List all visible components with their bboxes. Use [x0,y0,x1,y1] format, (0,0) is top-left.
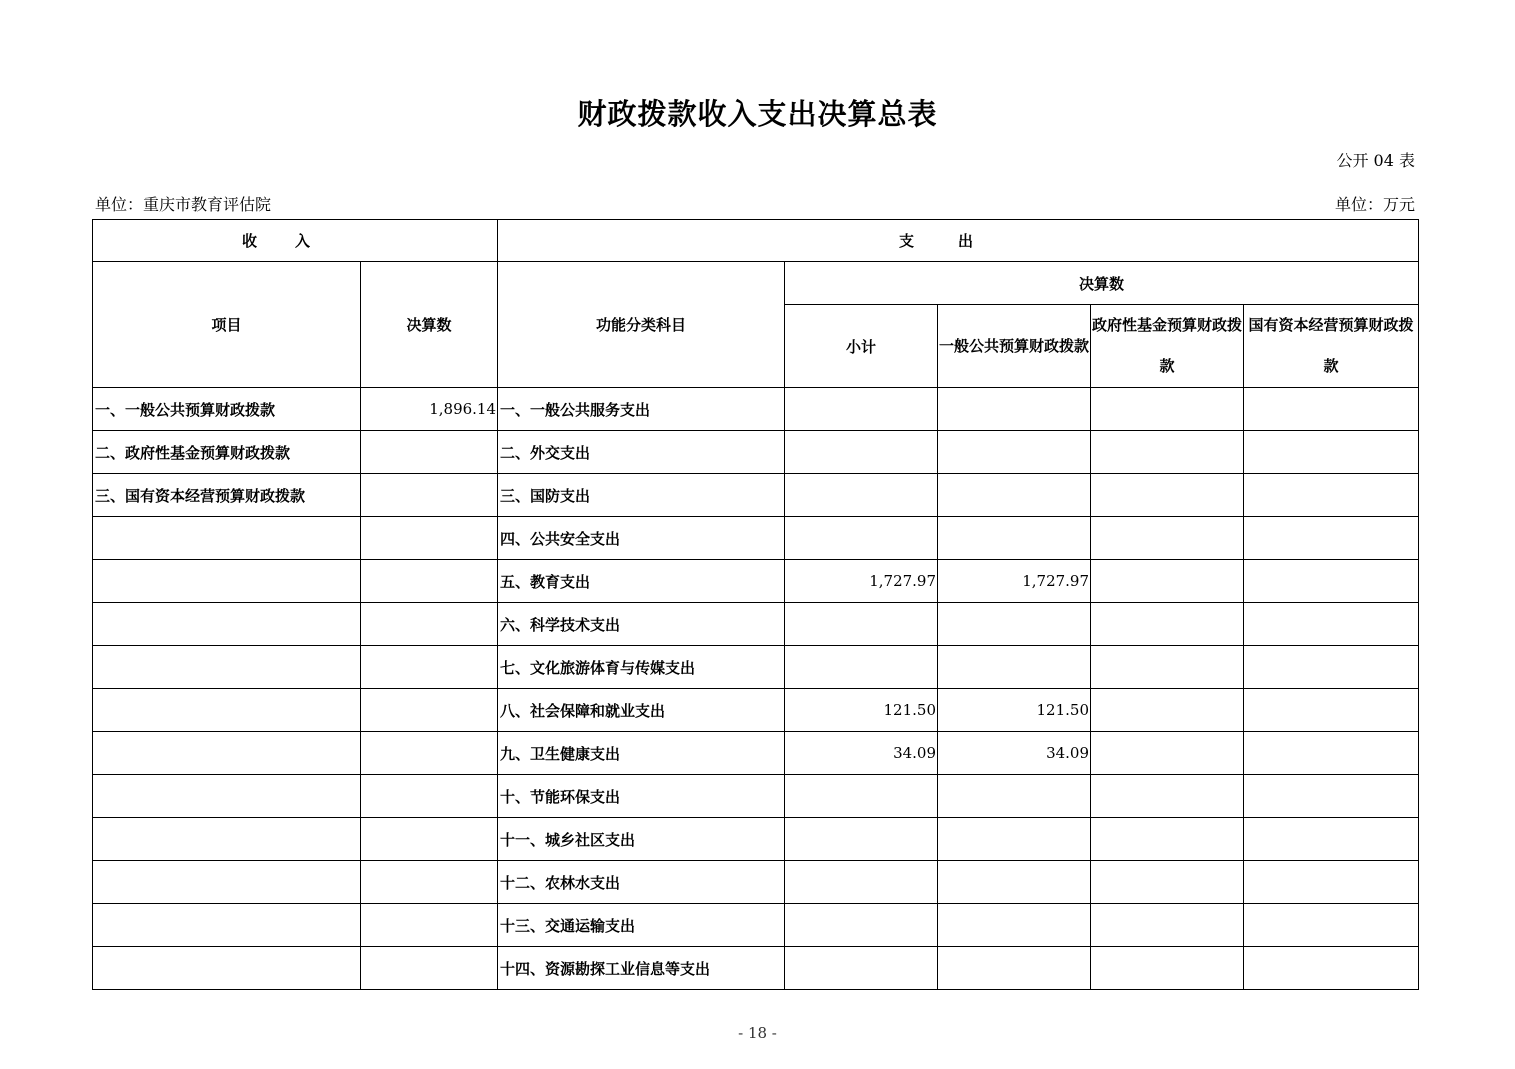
header-item: 项目 [93,262,361,388]
fund-cell [1091,861,1244,904]
state-cell [1244,517,1419,560]
table-row [93,388,1419,431]
state-cell [1244,947,1419,990]
category-cell: 十四、资源勘探工业信息等支出 [498,947,785,990]
income-item-cell [93,560,361,603]
category-cell: 五、教育支出 [498,560,785,603]
general-cell [938,646,1091,689]
income-item-cell [93,603,361,646]
table-row [93,474,1419,517]
state-cell [1244,560,1419,603]
state-cell [1244,775,1419,818]
table-row [93,775,1419,818]
table-row [93,818,1419,861]
table-row [93,732,1419,775]
state-cell [1244,818,1419,861]
income-item-cell [93,732,361,775]
fund-cell [1091,689,1244,732]
subtotal-cell [785,517,938,560]
page-title: 财政拨款收入支出决算总表 [577,97,938,131]
header-subtotal: 小计 [785,305,938,388]
table-row [93,861,1419,904]
fund-cell [1091,646,1244,689]
general-cell [938,947,1091,990]
header-fund: 政府性基金预算财政拨款 [1091,305,1244,388]
income-item-cell [93,689,361,732]
income-item-cell [93,861,361,904]
subtotal-cell: 121.50 [785,689,938,732]
header-state: 国有资本经营预算财政拨款 [1244,305,1419,388]
income-item-cell: 一、一般公共预算财政拨款 [93,388,361,431]
general-cell [938,388,1091,431]
category-cell: 九、卫生健康支出 [498,732,785,775]
category-cell: 二、外交支出 [498,431,785,474]
state-cell [1244,861,1419,904]
state-cell [1244,904,1419,947]
income-amount-cell [361,517,498,560]
general-cell: 34.09 [938,732,1091,775]
table-row [93,904,1419,947]
fund-cell [1091,904,1244,947]
state-cell [1244,646,1419,689]
income-amount-cell [361,474,498,517]
subtotal-cell: 34.09 [785,732,938,775]
income-amount-cell [361,431,498,474]
state-cell [1244,388,1419,431]
general-cell [938,517,1091,560]
category-cell: 十三、交通运输支出 [498,904,785,947]
fund-cell [1091,603,1244,646]
state-cell [1244,689,1419,732]
header-final: 决算数 [785,262,1419,305]
table-row [93,560,1419,603]
unit-currency: 单位：万元 [1334,195,1415,214]
income-item-cell [93,818,361,861]
subtotal-cell [785,431,938,474]
general-cell [938,431,1091,474]
fund-cell [1091,560,1244,603]
general-cell: 1,727.97 [938,560,1091,603]
income-amount-cell [361,689,498,732]
subtotal-cell: 1,727.97 [785,560,938,603]
subtotal-cell [785,818,938,861]
subtotal-cell [785,904,938,947]
income-item-cell: 二、政府性基金预算财政拨款 [93,431,361,474]
subtotal-cell [785,861,938,904]
income-amount-cell [361,904,498,947]
unit-organization: 单位：重庆市教育评估院 [95,195,272,214]
header-amount: 决算数 [361,262,498,388]
income-item-cell [93,775,361,818]
general-cell [938,603,1091,646]
general-cell: 121.50 [938,689,1091,732]
table-row [93,689,1419,732]
category-cell: 三、国防支出 [498,474,785,517]
category-cell: 十二、农林水支出 [498,861,785,904]
fund-cell [1091,431,1244,474]
header-income: 收入 [93,220,498,262]
fund-cell [1091,818,1244,861]
subtotal-cell [785,603,938,646]
fund-cell [1091,517,1244,560]
income-item-cell [93,904,361,947]
fund-cell [1091,775,1244,818]
budget-table [92,219,1419,990]
income-amount-cell [361,603,498,646]
category-cell: 十、节能环保支出 [498,775,785,818]
category-cell: 七、文化旅游体育与传媒支出 [498,646,785,689]
category-cell: 十一、城乡社区支出 [498,818,785,861]
fund-cell [1091,947,1244,990]
income-amount-cell [361,646,498,689]
category-cell: 四、公共安全支出 [498,517,785,560]
general-cell [938,474,1091,517]
subtotal-cell [785,474,938,517]
fund-cell [1091,388,1244,431]
income-amount-cell [361,560,498,603]
income-item-cell [93,517,361,560]
form-number: 公开 04 表 [1336,151,1415,170]
general-cell [938,818,1091,861]
income-amount-cell [361,947,498,990]
state-cell [1244,603,1419,646]
state-cell [1244,732,1419,775]
page-number: - 18 - [738,1024,777,1042]
subtotal-cell [785,947,938,990]
income-amount-cell [361,732,498,775]
header-general: 一般公共预算财政拨款 [938,305,1091,388]
state-cell [1244,431,1419,474]
subtotal-cell [785,388,938,431]
income-amount-cell [361,861,498,904]
income-amount-cell [361,818,498,861]
income-item-cell: 三、国有资本经营预算财政拨款 [93,474,361,517]
general-cell [938,861,1091,904]
income-item-cell [93,947,361,990]
subtotal-cell [785,646,938,689]
fund-cell [1091,732,1244,775]
category-cell: 八、社会保障和就业支出 [498,689,785,732]
table-row [93,517,1419,560]
subtotal-cell [785,775,938,818]
category-cell: 一、一般公共服务支出 [498,388,785,431]
general-cell [938,775,1091,818]
table-row [93,431,1419,474]
table-row [93,646,1419,689]
income-amount-cell [361,775,498,818]
table-row [93,947,1419,990]
income-amount-cell: 1,896.14 [361,388,498,431]
header-expense: 支出 [498,220,1419,262]
fund-cell [1091,474,1244,517]
income-item-cell [93,646,361,689]
table-row [93,603,1419,646]
header-category: 功能分类科目 [498,262,785,388]
state-cell [1244,474,1419,517]
category-cell: 六、科学技术支出 [498,603,785,646]
general-cell [938,904,1091,947]
